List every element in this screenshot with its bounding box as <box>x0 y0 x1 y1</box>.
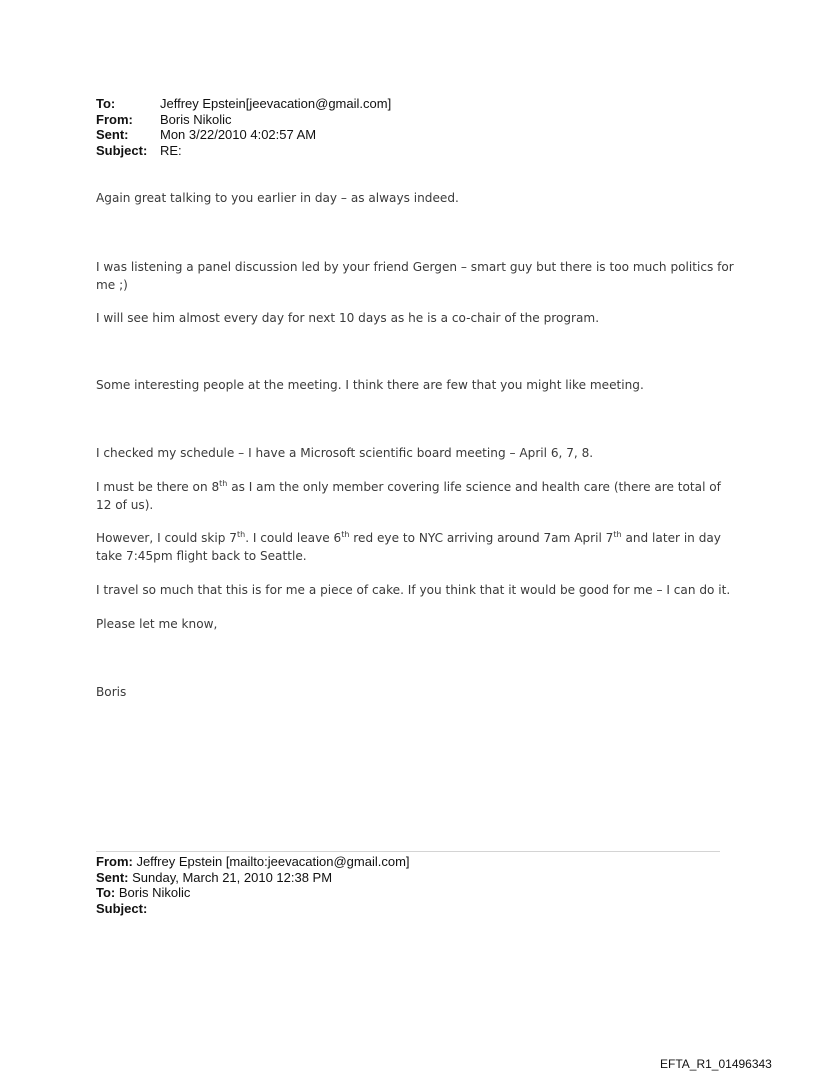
p6-text-a: I must be there on 8 <box>96 480 220 494</box>
p6-sup: th <box>219 478 228 488</box>
email-header <box>96 96 391 158</box>
fwd-to-label: To: <box>96 885 116 900</box>
from-label: From: <box>96 111 133 127</box>
fwd-from-row <box>96 854 410 870</box>
body-paragraph-9: Please let me know, <box>96 617 218 631</box>
body-paragraph-5: I checked my schedule – I have a Microsoft scientific board meeting – April 6, 7, 8. <box>96 446 594 460</box>
body-paragraph-4: Some interesting people at the meeting. I think there are few that you might like meeting. <box>96 378 644 392</box>
from-row <box>96 112 391 128</box>
fwd-subject-row <box>96 901 410 917</box>
sent-row <box>96 127 391 143</box>
subject-label: Subject: <box>96 142 148 158</box>
fwd-from-label: From: <box>96 854 133 869</box>
to-row <box>96 96 391 112</box>
body-paragraph-3: I will see him almost every day for next 10 days as he is a co-chair of the program. <box>96 311 600 325</box>
p7-text-d: and later in day take 7:45pm flight back to Seattle. <box>96 531 721 563</box>
body-paragraph-7 <box>96 529 736 565</box>
subject-value: RE: <box>160 142 182 158</box>
p7-text-b: . I could leave 6 <box>245 531 342 545</box>
fwd-to-row <box>96 885 410 901</box>
fwd-sent-value: Sunday, March 21, 2010 12:38 PM <box>128 869 333 885</box>
fwd-subject-label: Subject: <box>96 900 148 916</box>
subject-row <box>96 143 391 159</box>
p7-text-c: red eye to NYC arriving around 7am April 7 <box>349 531 614 545</box>
body-paragraph-2: I was listening a panel discussion led by your friend Gergen – smart guy but there is too much politics for me ;) <box>96 260 734 292</box>
p6-text-b: as I am the only member covering life science and health care (there are total of 12 of us). <box>96 480 721 512</box>
forward-divider <box>96 851 720 852</box>
fwd-sent-row <box>96 870 410 886</box>
document-id: EFTA_R1_01496343 <box>660 1057 772 1071</box>
p7-text-a: However, I could skip 7 <box>96 531 237 545</box>
p7-sup-3: th <box>613 529 622 539</box>
to-value: Jeffrey Epstein[jeevacation@gmail.com] <box>160 96 392 111</box>
forwarded-header <box>96 854 410 916</box>
body-paragraph-8: I travel so much that this is for me a piece of cake. If you think that it would be good for me – I can do it. <box>96 583 731 597</box>
body-paragraph-1: Again great talking to you earlier in day – as always indeed. <box>96 191 459 205</box>
signature: Boris <box>96 685 127 699</box>
body-paragraph-6 <box>96 478 736 514</box>
to-label: To: <box>96 96 116 111</box>
sent-value: Mon 3/22/2010 4:02:57 AM <box>160 127 317 142</box>
fwd-sent-label: Sent: <box>96 869 129 885</box>
p7-sup-2: th <box>341 529 350 539</box>
p7-sup-1: th <box>236 529 246 539</box>
from-value: Boris Nikolic <box>160 111 232 127</box>
fwd-from-value: Jeffrey Epstein [mailto:jeevacation@gmail.com] <box>132 854 410 869</box>
fwd-to-value: Boris Nikolic <box>115 885 191 900</box>
sent-label: Sent: <box>96 127 129 142</box>
